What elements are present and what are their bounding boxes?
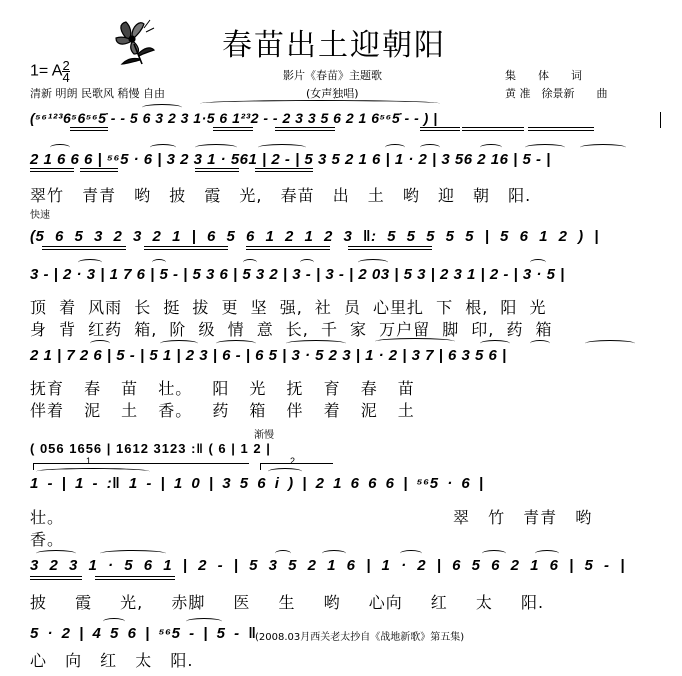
slur — [268, 468, 302, 475]
time-sig-bottom: 4 — [62, 70, 70, 85]
slur — [480, 340, 510, 347]
tempo-slow: 渐慢 — [254, 430, 274, 441]
beam — [462, 127, 524, 131]
score-line-1: (⁵⁶¹²³6⁵6⁵⁶5̇ - - 5 6 3 2 3 1·5 6 1²³2 - - 2 3 3 5 6 2 1 6⁵⁶5̇ - - ) | — [30, 110, 438, 126]
slur — [482, 550, 506, 557]
score-line-5: 2 1 | 7 2 6 | 5 - | 5 1 | 2 3 | 6 - | 6 5 | 3 · 5 2 3 | 1 · 2 | 3 7 | 6 3 5 6 | — [30, 347, 507, 364]
flower-icon — [110, 14, 162, 66]
beam — [195, 168, 239, 172]
slur — [103, 618, 125, 625]
lyricist-credit: 集 体 词 — [505, 69, 582, 82]
key-label: 1= A — [30, 62, 63, 80]
lyrics-line-7: 披 霞 光, 赤脚 医 生 哟 心向 红 太 阳. — [30, 593, 545, 612]
beam — [420, 127, 460, 131]
slur — [375, 338, 455, 345]
beam — [246, 246, 330, 250]
slur — [420, 144, 440, 151]
slur — [358, 259, 388, 266]
beam — [30, 168, 74, 172]
beam — [275, 127, 335, 131]
slur — [585, 340, 635, 347]
beam — [255, 168, 313, 172]
slur — [243, 259, 257, 266]
slur — [385, 144, 405, 151]
slur — [525, 144, 565, 151]
slur — [36, 550, 76, 557]
score-line-8: 5 · 2 | 4 5 6 | ⁵⁶5 - | 5 - ‖ — [30, 625, 257, 642]
score-line-6-interlude: ( 056 1656 | 1612 3123 :‖ ( 6 | 1 2 | — [30, 441, 271, 456]
composer-credit: 黄 准 徐景新 曲 — [505, 87, 608, 100]
lyrics-line-4-verse-1: 顶 着 风雨 长 挺 拔 更 坚 强, 社 员 心里扎 下 根, 阳 光 — [30, 298, 547, 317]
score-line-4: 3 - | 2 · 3 | 1 7 6 | 5 - | 5 3 6 | 5 3 2 | 3 - | 3 - | 2 03 | 5 3 | 2 3 1 | 2 - | 3 · 5 | — [30, 266, 565, 283]
key-signature — [30, 60, 70, 83]
slur — [152, 259, 166, 266]
slur — [580, 144, 626, 151]
beam — [144, 246, 228, 250]
source-note: (2008.03月西关老太抄自《战地新歌》第五集) — [255, 632, 465, 643]
lyrics-line-4-verse-2: 身 背 红药 箱, 阶 级 情 意 长, 千 家 万户留 脚 印, 药 箱 — [30, 320, 553, 339]
slur — [275, 550, 291, 557]
slur — [286, 340, 346, 347]
lyrics-line-8: 心 向 红 太 阳. — [30, 651, 194, 670]
slur — [322, 550, 346, 557]
score-line-3: (5 6 5 3 2 3 2 1 | 6 5 6 1 2 1 2 3 ‖: 5 5 5 5 5 | 5 6 1 2 ) | — [30, 228, 599, 245]
barline-end-intro — [660, 112, 661, 128]
volta-label-1: 1 — [86, 456, 92, 466]
score-line-2: 2 1 6 6 6 | ⁵⁶5 · 6 | 3 2 3 1 · 561 | 2 - | 5 3 5 2 1 6 | 1 · 2 | 3 56 2 16 | 5 - | — [30, 151, 551, 168]
volta-label-2: 2 — [290, 456, 296, 466]
lyrics-line-5-verse-1: 抚育 春 苗 壮。 阳 光 抚 育 春 苗 — [30, 379, 415, 398]
slur — [535, 550, 559, 557]
beam — [80, 168, 118, 172]
slur — [200, 100, 440, 107]
score-line-6: 1 - | 1 - :‖ 1 - | 1 0 | 3 5 6 i ) | 2 1 6 6 6 | ⁵⁶5 · 6 | — [30, 475, 484, 492]
time-sig-top: 2 — [62, 58, 70, 73]
beam — [70, 127, 108, 131]
score-line-7: 3 2 3 1 · 5 6 1 | 2 - | 5 3 5 2 1 6 | 1 · 2 | 6 5 6 2 1 6 | 5 - | — [30, 557, 625, 574]
slur — [530, 340, 550, 347]
slur — [78, 259, 102, 266]
slur — [186, 618, 222, 625]
lyrics-line-5-verse-2: 伴着 泥 土 香。 药 箱 伴 着 泥 土 — [30, 401, 415, 420]
slur — [50, 144, 70, 151]
slur — [150, 144, 176, 151]
lyrics-line-6-verse-1: 壮。 — [30, 508, 65, 527]
slur — [160, 340, 198, 347]
slur — [142, 104, 182, 111]
slur — [90, 340, 110, 347]
slur — [216, 340, 256, 347]
time-signature — [62, 60, 69, 83]
tempo-fast: 快速 — [30, 210, 50, 221]
subtitle: 影片《春苗》主题歌 — [283, 69, 382, 82]
slur — [530, 259, 546, 266]
slur — [480, 144, 502, 151]
lyrics-line-6-verse-1-right: 翠 竹 青青 哟 — [453, 508, 593, 527]
beam — [30, 576, 82, 580]
lyrics-line-2: 翠竹 青青 哟 披 霞 光, 春苗 出 土 哟 迎 朝 阳. — [30, 186, 532, 205]
lyrics-line-6-verse-2: 香。 — [30, 530, 65, 549]
slur — [100, 550, 166, 557]
beam — [348, 246, 432, 250]
beam — [95, 576, 175, 580]
slur — [258, 144, 306, 151]
beam — [42, 246, 126, 250]
slur — [300, 259, 314, 266]
slur — [400, 550, 422, 557]
beam — [528, 127, 594, 131]
song-title: 春苗出土迎朝阳 — [222, 28, 446, 63]
performance-note: (女声独唱) — [306, 87, 359, 100]
beam — [213, 127, 253, 131]
style-marking: 清新 明朗 民歌风 稍慢 自由 — [30, 87, 165, 100]
slur — [195, 144, 237, 151]
slur — [36, 468, 150, 475]
